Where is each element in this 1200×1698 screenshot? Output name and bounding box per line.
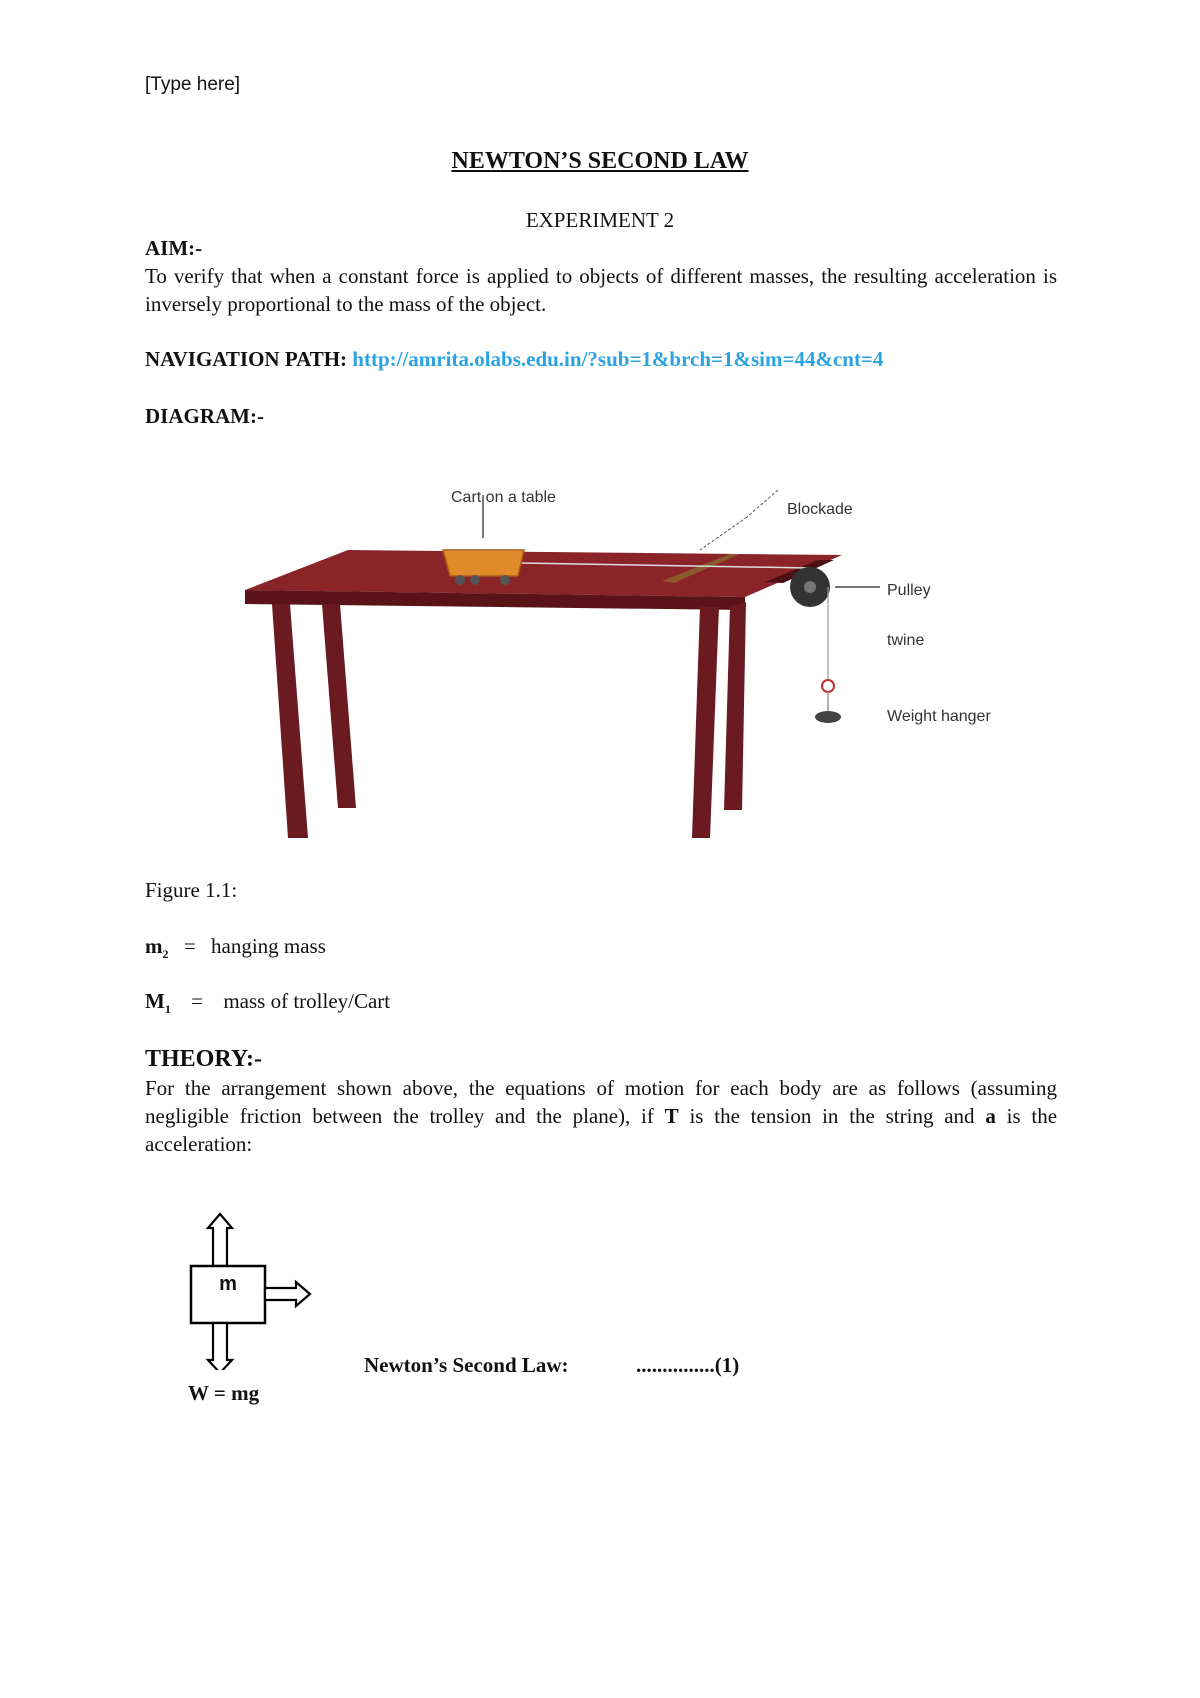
weight-label: W = mg — [188, 1381, 260, 1405]
aim-text: To verify that when a constant force is applied to objects of different masses, the resulting acceleration is inversely proportional to the mass of the object. — [145, 264, 1057, 316]
def-meaning: hanging mass — [211, 934, 326, 958]
definition-hanging-mass — [145, 934, 326, 962]
tension-symbol: T — [664, 1104, 679, 1128]
apparatus-diagram — [230, 480, 1030, 840]
page-header: [Type here] — [145, 74, 241, 95]
cart-wheel — [455, 575, 465, 585]
table-top — [245, 550, 842, 597]
cart-wheel — [470, 575, 480, 585]
aim-label: AIM:- — [145, 236, 203, 260]
theory-label: THEORY:- — [145, 1046, 262, 1072]
acceleration-symbol: a — [985, 1104, 996, 1128]
label-weight-hanger: Weight hanger — [887, 708, 991, 725]
arrow-right-icon — [265, 1282, 310, 1306]
navigation-label: NAVIGATION PATH: — [145, 347, 348, 371]
def-subscript: 2 — [162, 947, 169, 962]
def-subscript: 1 — [164, 1002, 171, 1017]
def-meaning: mass of trolley/Cart — [223, 989, 391, 1013]
experiment-number: EXPERIMENT 2 — [525, 208, 675, 232]
definition-cart-mass — [145, 989, 390, 1017]
equation-label: Newton’s Second Law: — [364, 1353, 569, 1377]
cart — [443, 550, 524, 576]
equation-number: ...............(1) — [636, 1353, 740, 1377]
diagram-label: DIAGRAM:- — [145, 404, 264, 428]
def-equals: = — [183, 934, 196, 958]
def-symbol: m — [145, 934, 163, 958]
arrow-down-icon — [208, 1323, 232, 1370]
theory-text — [145, 1074, 1057, 1158]
label-twine: twine — [887, 632, 925, 649]
navigation-path — [145, 347, 883, 372]
theory-text-part: is the tension in the string and — [689, 1104, 975, 1128]
cart-wheel — [500, 575, 510, 585]
navigation-link[interactable]: http://amrita.olabs.edu.in/?sub=1&brch=1&sim=44&cnt=4 — [352, 347, 884, 371]
table-leg — [692, 607, 719, 838]
theory-text-part: is the acceleration: — [145, 1104, 1058, 1156]
weight-hanger — [815, 711, 841, 723]
theory-text-part: For the arrangement shown above, the equations of motion for each body are as follows (assuming negligible friction between the trolley and the plane), if — [145, 1076, 1057, 1128]
table-leg — [724, 602, 746, 810]
arrow-up-icon — [208, 1214, 232, 1266]
label-blockade: Blockade — [787, 501, 853, 518]
def-equals: = — [191, 989, 203, 1013]
figure-caption: Figure 1.1: — [145, 878, 238, 902]
page-title: NEWTON’S SECOND LAW — [451, 148, 749, 174]
def-symbol: M — [145, 989, 165, 1013]
table-leg — [322, 604, 356, 808]
mass-label: m — [219, 1273, 237, 1295]
table-leg — [272, 604, 308, 838]
label-cart: Cart on a table — [451, 489, 556, 506]
label-pulley: Pulley — [887, 582, 931, 599]
